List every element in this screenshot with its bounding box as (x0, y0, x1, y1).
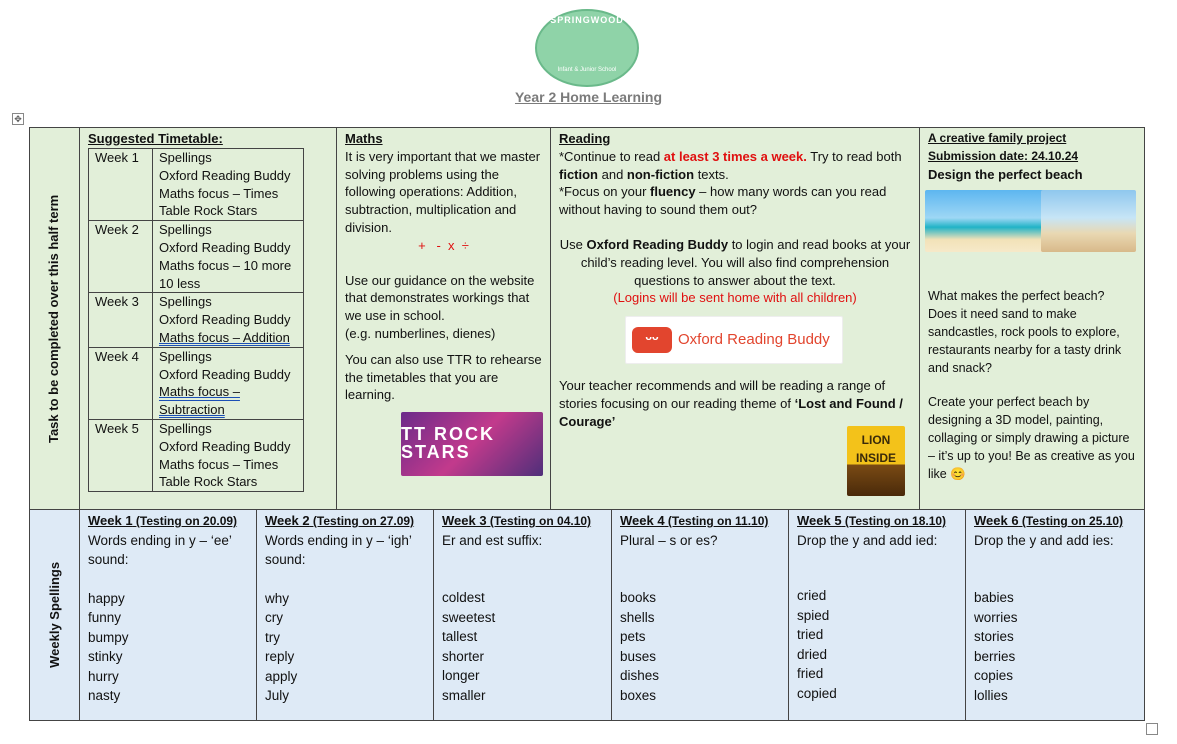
week-label: Week 3 (89, 293, 153, 346)
row-label-cell (29, 509, 80, 721)
spelling-word: tried (797, 627, 824, 643)
spelling-word: cried (797, 588, 827, 604)
timetable-grid (88, 148, 304, 492)
spelling-word-list (797, 586, 957, 703)
spelling-word: nasty (88, 688, 121, 704)
spelling-word: smaller (442, 687, 486, 703)
spelling-word: spied (797, 607, 830, 623)
spelling-word-list (620, 588, 780, 705)
oxford-reading-buddy-logo (625, 316, 843, 364)
spelling-word: tallest (442, 629, 478, 645)
spelling-word-list (974, 588, 1136, 705)
table-move-handle-icon[interactable]: ✥ (12, 113, 24, 125)
row-label-spellings: Weekly Spellings (46, 562, 62, 668)
spelling-word: why (265, 590, 290, 606)
spelling-word: worries (974, 609, 1018, 625)
project-para-questions: What makes the perfect beach? Does it need sand to make sandcastles, rock pools to explore, restaurants nearby for a tasty drink and snack? (928, 289, 1122, 375)
week-label: Week 5 (89, 420, 153, 491)
spelling-word: stinky (88, 649, 123, 665)
spelling-word: copies (974, 668, 1014, 684)
project-cell (919, 127, 1145, 510)
spelling-word: longer (442, 668, 480, 684)
spelling-word: coldest (442, 590, 485, 606)
spelling-week-title: Week 1 (Testing on 20.09) (88, 513, 238, 528)
spelling-word: pets (620, 629, 646, 645)
spelling-word-list (265, 589, 425, 706)
project-subheading: Design the perfect beach (928, 166, 1083, 182)
timetable-item: Spellings (159, 222, 212, 238)
spelling-word: dried (797, 646, 828, 662)
project-para-instructions: Create your perfect beach by designing a 3D model, painting, collaging or simply drawing a picture – it’s up to you! Be as creative as you like 😊 (928, 395, 1135, 481)
timetable-heading: Suggested Timetable: (88, 131, 223, 146)
spelling-rule: Words ending in y – ‘ee’ sound: (88, 532, 232, 568)
maths-para-ttr: You can also use TTR to rehearse the timetables that you are learning. (345, 351, 542, 403)
spelling-word: lollies (974, 687, 1008, 703)
spelling-word: cry (265, 610, 283, 626)
timetable-item: Oxford Reading Buddy (159, 167, 291, 183)
maths-heading: Maths (345, 131, 383, 146)
spelling-word: fried (797, 666, 824, 682)
spelling-rule: Er and est suffix: (442, 532, 543, 548)
spelling-rule: Drop the y and add ied: (797, 532, 938, 548)
spelling-week-cell (788, 509, 966, 721)
maths-para-guidance: Use our guidance on the website that demonstrates workings that we use in school. (345, 272, 535, 324)
timetable-item: Spellings (159, 294, 212, 310)
table-resize-handle[interactable] (1146, 723, 1158, 735)
maths-para-operations: It is very important that we master solving problems using the following operations: Addition, subtraction, multiplication and division. (345, 148, 541, 235)
reading-line-fluency: *Focus on your fluency – how many words can you read without having to sound them out? (559, 184, 887, 218)
spelling-word: shorter (442, 648, 485, 664)
spelling-week-title: Week 5 (Testing on 18.10) (797, 513, 947, 528)
orb-logo-text: Oxford Reading Buddy (678, 331, 830, 349)
spelling-week-title: Week 3 (Testing on 04.10) (442, 513, 592, 528)
spelling-week-cell (611, 509, 789, 721)
spelling-word: reply (265, 649, 295, 665)
timetable-item: Maths focus – Times Table Rock Stars (159, 456, 279, 490)
spelling-word: berries (974, 648, 1016, 664)
spelling-word: funny (88, 610, 122, 626)
spelling-word: boxes (620, 687, 657, 703)
maths-para-example: (e.g. numberlines, dienes) (345, 325, 496, 341)
timetable-item: Oxford Reading Buddy (159, 239, 291, 255)
timetable-item: Maths focus – Times Table Rock Stars (159, 185, 279, 219)
timetable-item: Spellings (159, 348, 212, 364)
beach-photo-2 (1041, 190, 1136, 252)
spelling-word: copied (797, 685, 837, 701)
reading-heading: Reading (559, 131, 611, 146)
spelling-word-list (88, 589, 248, 706)
spelling-word: sweetest (442, 609, 496, 625)
timetable-item: Maths focus – 10 more 10 less (159, 257, 292, 291)
timetable-item: Maths focus – Addition (159, 329, 290, 345)
home-learning-table (29, 127, 1145, 721)
spelling-word: shells (620, 609, 655, 625)
logo-top-text: SPRINGWOOD (550, 15, 624, 25)
timetable-row (88, 348, 304, 420)
spelling-word: hurry (88, 668, 119, 684)
lion-inside-book-image: LION INSIDE (847, 426, 905, 496)
logo-bottom-text: Infant & Junior School (557, 67, 617, 73)
timetable-item: Oxford Reading Buddy (159, 438, 291, 454)
spelling-word: books (620, 590, 657, 606)
spelling-word: July (265, 688, 290, 704)
timetable-item: Spellings (159, 420, 212, 436)
row-label-cell (29, 127, 80, 510)
spelling-word: bumpy (88, 629, 129, 645)
timetable-item: Oxford Reading Buddy (159, 366, 291, 382)
week-label: Week 1 (89, 149, 153, 220)
maths-cell (336, 127, 551, 510)
spelling-week-cell (256, 509, 434, 721)
reading-line-frequency: *Continue to read at least 3 times a week. Try to read both fiction and non-fiction texts. (559, 148, 902, 182)
reading-cell (550, 127, 920, 510)
timetable-row (88, 420, 304, 492)
spelling-word: dishes (620, 668, 660, 684)
spelling-week-title: Week 4 (Testing on 11.10) (620, 513, 769, 528)
spelling-rule: Plural – s or es? (620, 532, 718, 548)
spelling-word: apply (265, 668, 298, 684)
reading-logins-note: (Logins will be sent home with all children) (613, 290, 857, 306)
spelling-word: happy (88, 590, 125, 606)
project-submission-date: Submission date: 24.10.24 (928, 148, 1079, 163)
reading-para-orb: Use Oxford Reading Buddy to login and read books at your child’s reading level. You will also find comprehension questions to answer about the text. (559, 236, 911, 288)
orb-smiley-icon: ᵕᵕ (632, 327, 672, 353)
spelling-week-cell (433, 509, 612, 721)
spelling-word: buses (620, 648, 657, 664)
spelling-week-cell (965, 509, 1145, 721)
ttr-image: TT ROCK STARS (401, 412, 543, 476)
week-label: Week 4 (89, 348, 153, 419)
timetable-item: Spellings (159, 150, 212, 165)
spelling-word: try (265, 629, 280, 645)
timetable-row (88, 221, 304, 293)
school-logo (535, 9, 639, 87)
spelling-word: babies (974, 590, 1014, 606)
beach-photo-1 (925, 190, 1057, 252)
timetable-row (88, 148, 304, 221)
spelling-word: stories (974, 629, 1014, 645)
spelling-word-list (442, 588, 603, 705)
timetable-item: Oxford Reading Buddy (159, 312, 291, 328)
page-title: Year 2 Home Learning (514, 89, 663, 105)
reading-para-theme: Your teacher recommends and will be reading a range of stories focusing on our reading theme of ‘Lost and Found / Courage’ (559, 378, 903, 429)
spelling-rule: Words ending in y – ‘igh’ sound: (265, 532, 412, 568)
row-label-tasks: Task to be completed over this half term (46, 194, 62, 443)
spelling-rule: Drop the y and add ies: (974, 532, 1114, 548)
spelling-week-title: Week 6 (Testing on 25.10) (974, 513, 1124, 528)
project-heading: A creative family project (928, 131, 1067, 145)
spelling-week-cell (79, 509, 257, 721)
timetable-row (88, 293, 304, 347)
spelling-week-title: Week 2 (Testing on 27.09) (265, 513, 415, 528)
week-label: Week 2 (89, 221, 153, 292)
maths-symbols: + - x ÷ (418, 237, 469, 253)
timetable-cell (79, 127, 337, 510)
timetable-item: Maths focus – Subtraction (159, 384, 240, 418)
